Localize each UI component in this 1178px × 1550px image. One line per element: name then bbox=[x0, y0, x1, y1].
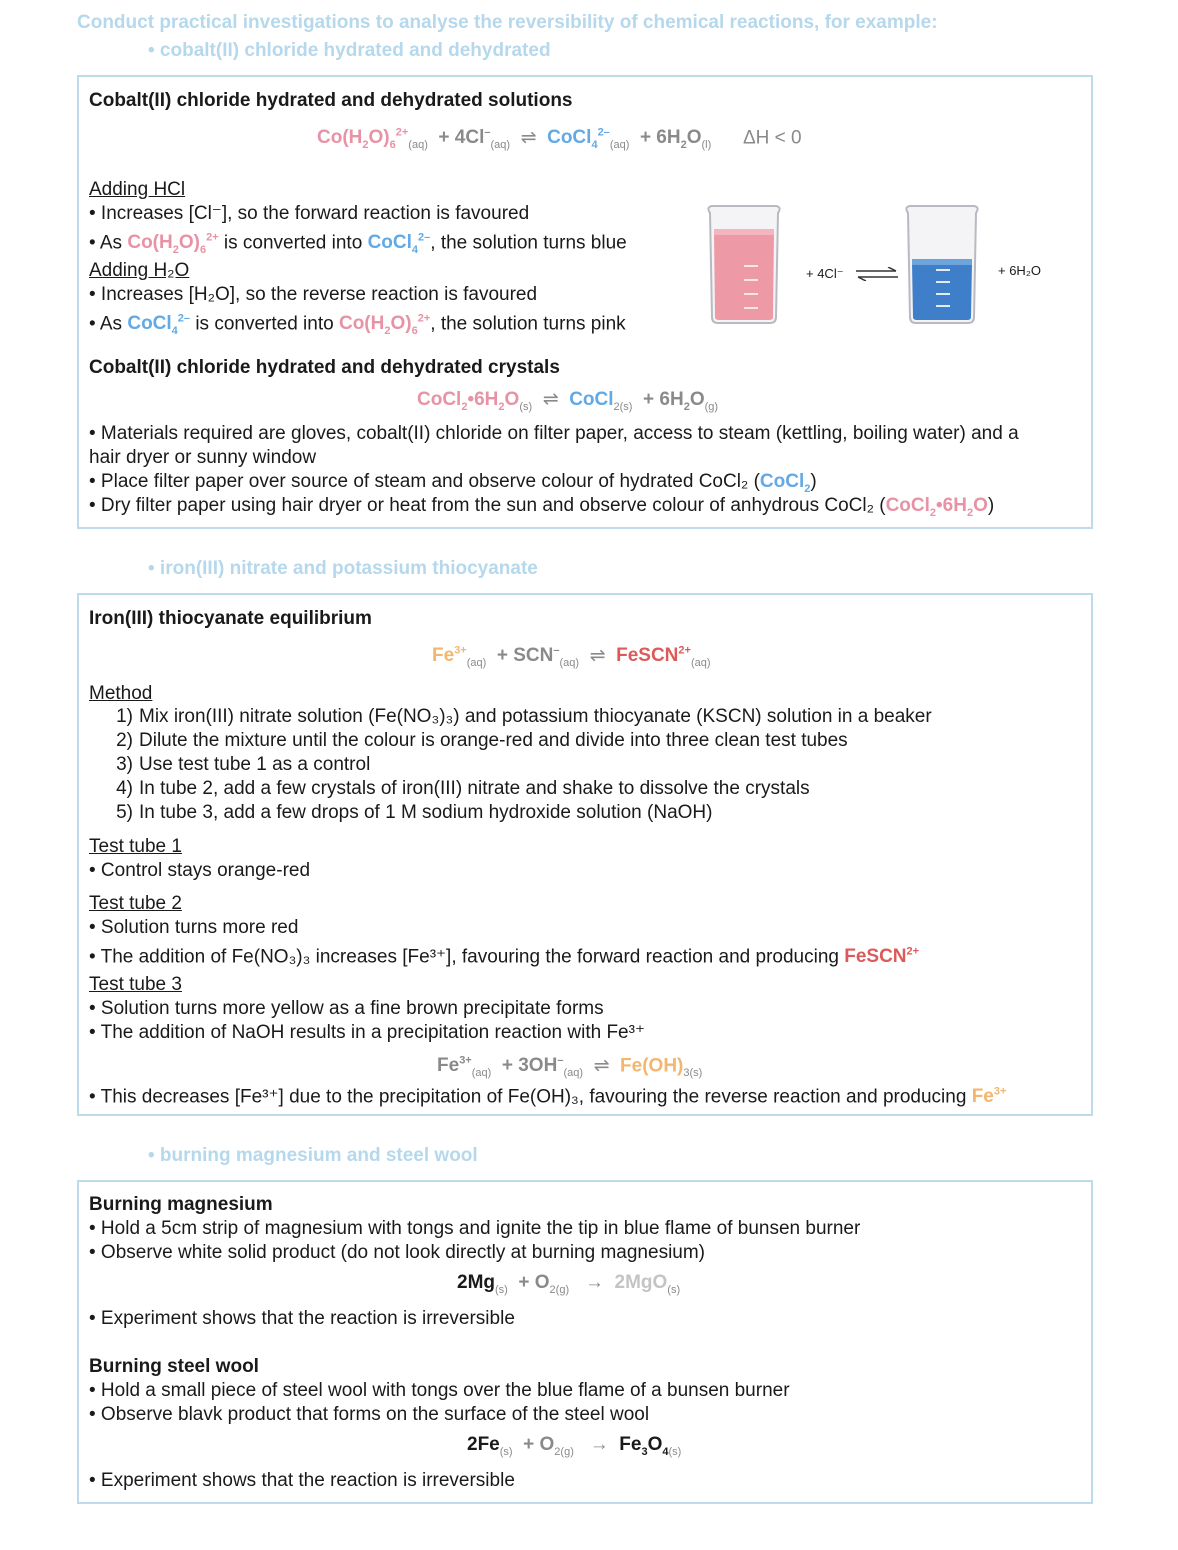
test-tube-3-heading: Test tube 3 bbox=[89, 974, 182, 995]
crystals-bullet-2: • Place filter paper over source of steam and observe colour of hydrated CoCl₂ (CoCl$_2$) bbox=[89, 471, 817, 495]
magnesium-title: Burning magnesium bbox=[89, 1194, 273, 1215]
crystals-equation: $CoCl_2•6H_2O_{(s)}$ ⇌ CoCl$_{2(s)}$ + $6H_2O_{(g)}$ bbox=[417, 389, 719, 413]
cobalt-title: Cobalt(II) chloride hydrated and dehydrated solutions bbox=[89, 90, 573, 111]
enthalpy-label: ΔH < 0 bbox=[742, 127, 802, 149]
steel-wool-bullet-1: • Hold a small piece of steel wool with tongs over the blue flame of a bunsen burner bbox=[89, 1380, 790, 1401]
adding-h2o-heading: Adding H₂O bbox=[89, 260, 190, 281]
test-tube-1-heading: Test tube 1 bbox=[89, 836, 182, 857]
steel-wool-title: Burning steel wool bbox=[89, 1356, 259, 1377]
chloride-label: + 4Cl⁻ bbox=[806, 266, 844, 281]
section-heading-iron: • iron(III) nitrate and potassium thiocyanate bbox=[148, 558, 538, 579]
hcl-bullet-1: • Increases [Cl⁻], so the forward reaction is favoured bbox=[89, 203, 530, 224]
page-title: Conduct practical investigations to analyse the reversibility of chemical reactions, for example: bbox=[77, 12, 938, 33]
steel-wool-bullet-3: • Experiment shows that the reaction is irreversible bbox=[89, 1470, 515, 1491]
test-tube-2-bullet-1: • Solution turns more red bbox=[89, 917, 299, 938]
section-heading-cobalt: • cobalt(II) chloride hydrated and dehydrated bbox=[148, 40, 551, 61]
cobalt-crystals-title: Cobalt(II) chloride hydrated and dehydrated crystals bbox=[89, 357, 560, 378]
method-heading: Method bbox=[89, 683, 153, 704]
test-tube-3-bullet-1: • Solution turns more yellow as a fine brown precipitate forms bbox=[89, 998, 604, 1019]
hydroxide-equation: $Fe^{3+}_{(aq)} + 3OH^-_{(aq)}$ ⇌ $Fe(OH)_{3(s)}$ bbox=[437, 1055, 703, 1080]
test-tube-3-bullet-2: • The addition of NaOH results in a precipitation reaction with Fe³⁺ bbox=[89, 1022, 645, 1043]
magnesium-bullet-2: • Observe white solid product (do not look directly at burning magnesium) bbox=[89, 1242, 706, 1263]
magnesium-bullet-3: • Experiment shows that the reaction is irreversible bbox=[89, 1308, 515, 1329]
crystals-bullet-1a: • Materials required are gloves, cobalt(II) chloride on filter paper, access to steam (kettling, boiling water) and a bbox=[89, 423, 1019, 444]
h2o-bullet-2: • As CoCl$_4^{2-}$ is converted into $Co(H_2O)_6^{2+}$, the solution turns pink bbox=[89, 313, 626, 338]
crystals-bullet-3: • Dry filter paper using hair dryer or heat from the sun and observe colour of anhydrous CoCl₂ $(CoCl_2•6H_2O)$ bbox=[89, 495, 995, 519]
iron-title: Iron(III) thiocyanate equilibrium bbox=[89, 608, 372, 629]
method-step: 3) Use test tube 1 as a control bbox=[116, 754, 371, 775]
blue-beaker-icon bbox=[902, 201, 982, 327]
steel-wool-bullet-2: • Observe blavk product that forms on the surface of the steel wool bbox=[89, 1404, 650, 1425]
method-step: 4) In tube 2, add a few crystals of iron(III) nitrate and shake to dissolve the crystals bbox=[116, 778, 810, 799]
cobalt-section bbox=[77, 75, 1093, 529]
h2o-bullet-1: • Increases [H₂O], so the reverse reaction is favoured bbox=[89, 284, 538, 305]
adding-hcl-heading: Adding HCl bbox=[89, 179, 186, 200]
water-label: + 6H₂O bbox=[998, 263, 1041, 278]
beakers-illustration bbox=[704, 201, 1054, 327]
magnesium-equation: $2Mg_{(s)} + O_{2(g)}$ → 2MgO$_{(s)}$ bbox=[457, 1272, 681, 1296]
section-heading-burning: • burning magnesium and steel wool bbox=[148, 1145, 478, 1166]
crystals-bullet-1b: hair dryer or sunny window bbox=[89, 447, 317, 468]
test-tube-1-bullet: • Control stays orange-red bbox=[89, 860, 311, 881]
iron-equation: $Fe^{3+}_{(aq)} + SCN^-_{(aq)}$ ⇌ FeSCN$^{2+}_{(aq)}$ bbox=[432, 645, 711, 670]
method-step: 5) In tube 3, add a few drops of 1 M sodium hydroxide solution (NaOH) bbox=[116, 802, 713, 823]
iron-section bbox=[77, 593, 1093, 1116]
equilibrium-arrow-icon bbox=[854, 267, 900, 281]
hcl-bullet-2: • As $Co(H_2O)_6^{2+}$ is converted into CoCl$_4^{2-}$, the solution turns blue bbox=[89, 232, 627, 257]
magnesium-bullet-1: • Hold a 5cm strip of magnesium with tongs and ignite the tip in blue flame of bunsen burner bbox=[89, 1218, 861, 1239]
method-step: 2) Dilute the mixture until the colour is orange-red and divide into three clean test tubes bbox=[116, 730, 848, 751]
cobalt-equation: $Co(H_2O)_6^{2+}_{(aq)} + 4Cl^-_{(aq)}$ ⇌ CoCl$_4^{2-}_{(aq)}$ + $6H_2O_{(l)}$ ΔH < 0 bbox=[317, 127, 802, 152]
test-tube-2-heading: Test tube 2 bbox=[89, 893, 182, 914]
test-tube-2-bullet-2: • The addition of Fe(NO₃)₃ increases [Fe³⁺], favouring the forward reaction and producing FeSCN$^{2+}$ bbox=[89, 946, 920, 968]
steel-wool-equation: $2Fe_{(s)} + O_{2(g)}$ → $Fe_3O_{4(s)}$ bbox=[467, 1434, 682, 1458]
test-tube-3-bullet-3: • This decreases [Fe³⁺] due to the precipitation of Fe(OH)₃, favouring the reverse reaction and producing $Fe^{3+}$ bbox=[89, 1086, 1007, 1108]
burning-section bbox=[77, 1180, 1093, 1504]
pink-beaker-icon bbox=[704, 201, 784, 327]
method-step: 1) Mix iron(III) nitrate solution (Fe(NO₃)₃) and potassium thiocyanate (KSCN) solution in a beaker bbox=[116, 706, 932, 727]
method-steps bbox=[105, 705, 932, 825]
